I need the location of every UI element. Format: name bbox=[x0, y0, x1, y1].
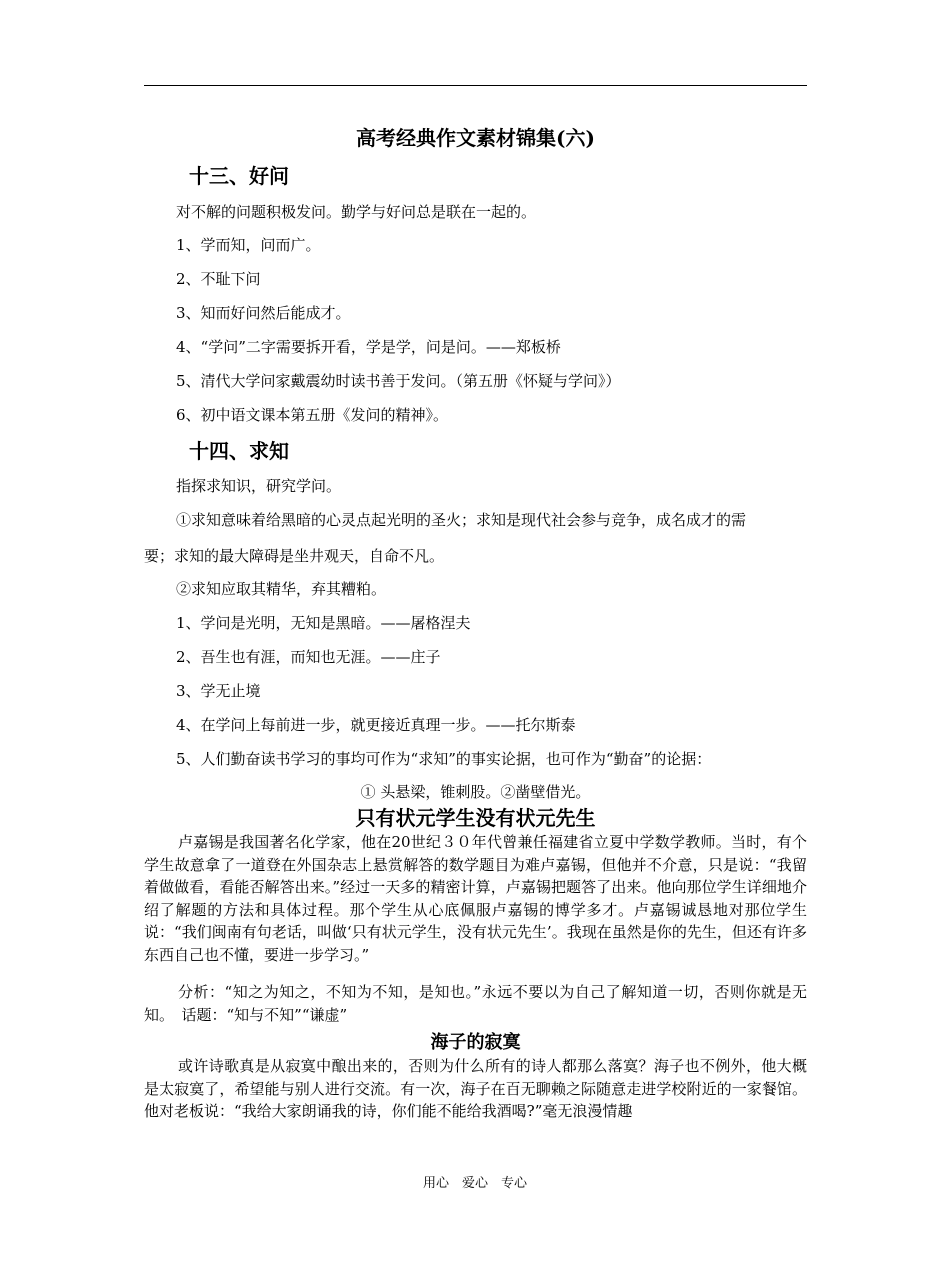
section-13-item: 1、学而知，问而广。 bbox=[176, 236, 321, 254]
story-1-analysis: 分析：“知之为知之，不知为不知，是知也。”永远不要以为自己了解知道一切，否则你就是无知。 话题：“知与不知”“谦虚” bbox=[144, 983, 807, 1024]
section-13-intro: 对不解的问题积极发问。勤学与好问总是联在一起的。 bbox=[176, 203, 537, 221]
story-1-body: 卢嘉锡是我国著名化学家，他在20世纪３０年代曾兼任福建省立夏中学数学教师。当时，有个学生故意拿了一道登在外国杂志上悬赏解答的数学题目为难卢嘉锡，但他并不介意，只是说：“我留着做做看，看能否解答出来。”经过一天多的精密计算，卢嘉锡把题答了出来。他向那位学生详细地介绍了解题的方法和具体过程。那个学生从心底佩服卢嘉锡的博学多才。卢嘉锡诚恳地对那位学生说：“我们闽南有句老话，叫做‘只有状元学生，没有状元先生’。我现在虽然是你的先生，但还有许多东西自己也不懂，要进一步学习。” bbox=[144, 833, 807, 964]
page-footer: 用心 爱心 专心 bbox=[422, 1176, 527, 1191]
section-13-item: 6、初中语文课本第五册《发问的精神》。 bbox=[176, 406, 449, 424]
story-2-body: 或许诗歌真是从寂寞中酿出来的，否则为什么所有的诗人都那么落寞？海子也不例外，他大概是太寂寞了，希望能与别人进行交流。有一次，海子在百无聊赖之际随意走进学校附近的一家餐馆。他对老板说：“我给大家朗诵我的诗，你们能不能给我酒喝?”毫无浪漫情趣 bbox=[144, 1057, 807, 1120]
header-rule bbox=[144, 85, 807, 86]
section-14-item: 4、在学问上每前进一步，就更接近真理一步。——托尔斯泰 bbox=[176, 716, 576, 734]
section-14-item: 1、学问是光明，无知是黑暗。——屠格涅夫 bbox=[176, 614, 471, 632]
document-title: 高考经典作文素材锦集(六) bbox=[356, 126, 595, 150]
section-14-item: 3、学无止境 bbox=[176, 682, 261, 700]
section-13-item: 3、知而好问然后能成才。 bbox=[176, 304, 351, 322]
section-14-item: 2、吾生也有涯，而知也无涯。——庄子 bbox=[176, 648, 441, 666]
story-1-title: 只有状元学生没有状元先生 bbox=[355, 806, 596, 830]
section-14-point-1: ①求知意味着给黑暗的心灵点起光明的圣火；求知是现代社会参与竞争，成名成才的需 bbox=[176, 511, 747, 529]
section-14-examples: ① 头悬梁，锥刺股。②凿壁借光。 bbox=[360, 783, 591, 801]
section-heading-13: 十三、好问 bbox=[189, 164, 289, 188]
section-13-item: 5、清代大学问家戴震幼时读书善于发问。（第五册《怀疑与学问》） bbox=[176, 372, 621, 390]
section-13-item: 2、不耻下问 bbox=[176, 270, 261, 288]
section-14-intro: 指探求知识，研究学问。 bbox=[176, 477, 342, 495]
section-heading-14: 十四、求知 bbox=[189, 439, 289, 463]
section-13-item: 4、“学问”二字需要拆开看，学是学，问是问。——郑板桥 bbox=[176, 338, 561, 356]
section-14-point-2: ②求知应取其精华，弃其糟粕。 bbox=[176, 580, 387, 598]
story-2-title: 海子的寂寞 bbox=[430, 1032, 521, 1053]
section-14-point-1-cont: 要；求知的最大障碍是坐井观天，自命不凡。 bbox=[144, 547, 445, 565]
section-14-item: 5、人们勤奋读书学习的事均可作为“求知”的事实论据，也可作为“勤奋”的论据： bbox=[176, 750, 712, 768]
